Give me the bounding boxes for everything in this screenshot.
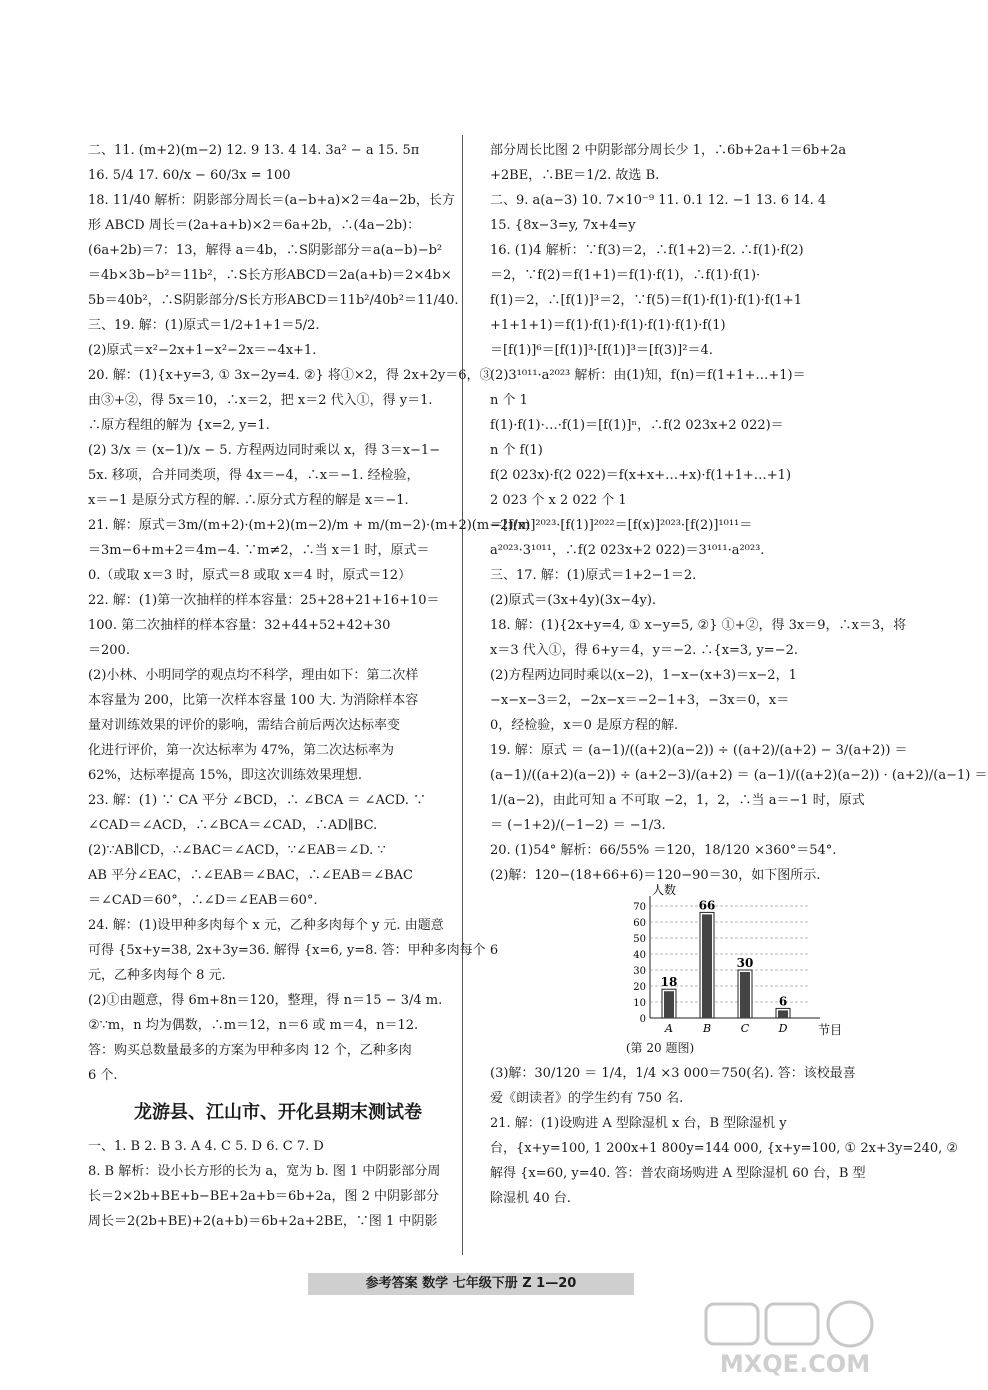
left-line: ＝3m−6+m+2＝4m−4. ∵m≠2，∴当 x＝1 时，原式＝ bbox=[88, 543, 430, 558]
right2-line: 21. 解：(1)设购进 A 型除湿机 x 台，B 型除湿机 y bbox=[490, 1116, 787, 1131]
y-tick-label: 30 bbox=[633, 966, 646, 977]
left-line: x＝−1 是原分式方程的解. ∴原分式方程的解是 x＝−1. bbox=[88, 493, 409, 508]
right-answers-2 bbox=[490, 1061, 959, 1211]
right-line: ＝ (−1+2)/(−1−2) ＝ −1/3. bbox=[490, 818, 666, 833]
right-line: 15. {8x−3=y, 7x+4=y bbox=[490, 218, 636, 233]
left-line: 二、11. (m+2)(m−2) 12. 9 13. 4 14. 3a² − a 15. 5π bbox=[88, 143, 420, 158]
right-line: 18. 解：(1){2x+y=4, ① x−y=5, ②} ①+②，得 3x＝9，∴x＝3，将 bbox=[490, 618, 907, 633]
x-axis-label: 节目 bbox=[818, 1023, 843, 1037]
right-line: (2)解：120−(18+66+6)＝120−90＝30，如下图所示. bbox=[490, 868, 821, 883]
svg-text:MXQE.COM: MXQE.COM bbox=[719, 1350, 871, 1378]
right-line: f(1)＝2，∴[f(1)]³＝2，∵f(5)＝f(1)·f(1)·f(1)·f(1+1 bbox=[490, 293, 802, 308]
left-line: 100. 第二次抽样的样本容量：32+44+52+42+30 bbox=[88, 618, 391, 633]
y-tick-label: 70 bbox=[633, 902, 646, 913]
right-line: −x−x−3＝2，−2x−x＝−2−1+3，−3x＝0，x＝ bbox=[490, 693, 790, 708]
bar-fill bbox=[664, 991, 674, 1018]
y-tick-label: 0 bbox=[639, 1014, 646, 1025]
right-line: a²⁰²³·3¹⁰¹¹，∴f(2 023x+2 022)＝3¹⁰¹¹·a²⁰²³. bbox=[490, 543, 765, 558]
right-line: (2)原式＝(3x+4y)(3x−4y). bbox=[490, 593, 657, 608]
x-tick-label: C bbox=[740, 1022, 750, 1035]
left-line: 0.（或取 x＝3 时，原式＝8 或取 x＝4 时，原式＝12） bbox=[88, 568, 412, 583]
right-line: 二、9. a(a−3) 10. 7×10⁻⁹ 11. 0.1 12. −1 13. 6 14. 4 bbox=[490, 193, 827, 208]
right-line: 20. (1)54° 解析：66/55% ＝120，18/120 ×360°＝54°. bbox=[490, 843, 837, 858]
left-line: (2)小林、小明同学的观点均不科学，理由如下：第二次样 bbox=[88, 668, 419, 683]
chart-caption: (第 20 题图) bbox=[625, 1041, 695, 1055]
left-line: (2)原式＝x²−2x+1−x²−2x＝−4x+1. bbox=[88, 343, 317, 358]
bar-chart-svg bbox=[616, 883, 866, 1037]
left-line: ②∵m，n 均为偶数，∴m＝12，n＝6 或 m＝4，n＝12. bbox=[88, 1018, 419, 1033]
left-line: 5b＝40b²，∴S阴影部分/S长方形ABCD＝11b²/40b²＝11/40. bbox=[88, 293, 459, 308]
right-line: (a−1)/((a+2)(a−2)) ÷ (a+2−3)/(a+2) ＝ (a−1)/((a+2)(a−2)) · (a+2)/(a−1) ＝ bbox=[490, 768, 988, 783]
left-line: 答：购买总数量最多的方案为甲种多肉 12 个，乙种多肉 bbox=[88, 1043, 412, 1058]
left-line: 量对训练效果的评价的影响，需结合前后两次达标率变 bbox=[88, 718, 401, 733]
right-answers bbox=[490, 138, 988, 888]
left-line: (6a+2b)＝7：13，解得 a＝4b，∴S阴影部分＝a(a−b)−b² bbox=[88, 243, 443, 258]
left-line: 22. 解：(1)第一次抽样的样本容量：25+28+21+16+10＝ bbox=[88, 593, 440, 608]
x-tick-label: B bbox=[702, 1022, 712, 1035]
left-line: (2)①由题意，得 6m+8n＝120，整理，得 n＝15 − 3/4 m. bbox=[88, 993, 443, 1008]
right-line: ＝[f(x)]²⁰²³·[f(1)]²⁰²²＝[f(x)]²⁰²³·[f(2)]¹⁰¹¹＝ bbox=[490, 518, 753, 533]
right-line: 部分周长比图 2 中阴影部分周长少 1，∴6b+2a+1＝6b+2a bbox=[490, 143, 847, 158]
right-line: 三、17. 解：(1)原式＝1+2−1＝2. bbox=[490, 568, 697, 583]
y-tick-label: 60 bbox=[633, 918, 646, 929]
right-line: (2)3¹⁰¹¹·a²⁰²³ 解析：由(1)知，f(n)＝f(1+1+…+1)＝ bbox=[490, 368, 806, 383]
left-line: 由③+②，得 5x＝10，∴x＝2，把 x＝2 代入①，得 y＝1. bbox=[88, 393, 433, 408]
right-line: (2)方程两边同时乘以(x−2)，1−x−(x+3)＝x−2，1 bbox=[490, 668, 797, 683]
right-line: +1+1+1)＝f(1)·f(1)·f(1)·f(1)·f(1)·f(1) bbox=[490, 318, 726, 333]
page-footer: 参考答案 数学 七年级下册 Z 1—20 bbox=[308, 1273, 634, 1295]
left2-line: 长＝2×2b+BE+b−BE+2a+b＝6b+2a，图 2 中阴影部分 bbox=[88, 1189, 440, 1204]
right-line: 16. (1)4 解析：∵f(3)＝2，∴f(1+2)＝2. ∴f(1)·f(2) bbox=[490, 243, 804, 258]
right-line: +2BE，∴BE＝1/2. 故选 B. bbox=[490, 168, 660, 183]
bar-value-label: 30 bbox=[736, 956, 754, 970]
left-line: 6 个. bbox=[88, 1068, 118, 1083]
right-line: f(2 023x)·f(2 022)＝f(x+x+…+x)·f(1+1+…+1) bbox=[490, 468, 792, 483]
y-tick-label: 10 bbox=[633, 998, 646, 1009]
left-line: 18. 11/40 解析：阴影部分周长＝(a−b+a)×2＝4a−2b，长方 bbox=[88, 193, 455, 208]
x-tick-label: D bbox=[778, 1022, 788, 1035]
right-line: 0，经检验，x＝0 是原方程的解. bbox=[490, 718, 679, 733]
left-line: (2)∵AB∥CD，∴∠BAC＝∠ACD，∵∠EAB＝∠D. ∵ bbox=[88, 843, 386, 858]
bar-chart bbox=[616, 883, 866, 1037]
right-line: n 个 f(1) bbox=[490, 443, 543, 458]
y-tick-label: 20 bbox=[633, 982, 646, 993]
y-tick-label: 50 bbox=[633, 934, 646, 945]
bar-value-label: 18 bbox=[660, 975, 678, 990]
left-line: 21. 解：原式＝3m/(m+2)·(m+2)(m−2)/m + m/(m−2)·(m+2)(m−2)/m bbox=[88, 518, 531, 533]
left-line: 可得 {5x+y=38, 2x+3y=36. 解得 {x=6, y=8. 答：甲种多肉每个 6 bbox=[88, 943, 499, 958]
left-line: 元，乙种多肉每个 8 元. bbox=[88, 968, 226, 983]
right-line: f(1)·f(1)·…·f(1)＝[f(1)]ⁿ，∴f(2 023x+2 022)＝ bbox=[490, 418, 784, 433]
left-line: 5x. 移项，合并同类项，得 4x＝−4，∴x＝−1. 经检验， bbox=[88, 468, 420, 483]
bar-value-label: 6 bbox=[778, 994, 788, 1009]
left-line: ∴原方程组的解为 {x=2, y=1. bbox=[88, 418, 270, 433]
watermark-logo bbox=[700, 1300, 890, 1380]
left-line: 三、19. 解：(1)原式＝1/2+1+1＝5/2. bbox=[88, 318, 320, 333]
right2-line: 解得 {x=60, y=40. 答：普农商场购进 A 型除湿机 60 台，B 型 bbox=[490, 1166, 866, 1181]
x-tick-label: A bbox=[665, 1022, 673, 1035]
right-line: ＝[f(1)]⁶＝[f(1)]³·[f(1)]³＝[f(3)]²＝4. bbox=[490, 343, 713, 358]
bar-fill bbox=[702, 914, 712, 1018]
left2-line: 一、1. B 2. B 3. A 4. C 5. D 6. C 7. D bbox=[88, 1139, 324, 1154]
right-line: 1/(a−2)，由此可知 a 不可取 −2，1，2，∴当 a＝−1 时，原式 bbox=[490, 793, 865, 808]
left2-line: 8. B 解析：设小长方形的长为 a，宽为 b. 图 1 中阴影部分周 bbox=[88, 1164, 441, 1179]
right2-line: (3)解：30/120 ＝ 1/4，1/4 ×3 000＝750(名). 答：该校最喜 bbox=[490, 1066, 856, 1081]
left-line: 62%，达标率提高 15%，即这次训练效果理想. bbox=[88, 768, 363, 783]
y-axis-label: 人数 bbox=[652, 883, 677, 897]
left-answers-2 bbox=[88, 1134, 468, 1234]
left-line: 20. 解：(1){x+y=3, ① 3x−2y=4. ②} 将①×2，得 2x+2y＝6，③ bbox=[88, 368, 493, 383]
right-line: 19. 解：原式 ＝ (a−1)/((a+2)(a−2)) ÷ ((a+2)/(a+2) − 3/(a+2)) ＝ bbox=[490, 743, 908, 758]
left-line: ＝200. bbox=[88, 643, 130, 658]
left-line: ＝∠CAD＝60°，∴∠D＝∠EAB＝60°. bbox=[88, 893, 318, 908]
left-line: 本容量为 200，比第一次样本容量 100 大. 为消除样本容 bbox=[88, 693, 419, 708]
left-line: 形 ABCD 周长＝(2a+a+b)×2＝6a+2b，∴(4a−2b)： bbox=[88, 218, 421, 233]
y-tick-label: 40 bbox=[633, 950, 646, 961]
left-line: AB 平分∠EAC，∴∠EAB＝∠BAC，∴∠EAB＝∠BAC bbox=[88, 868, 414, 883]
right-line: ＝2，∵f(2)＝f(1+1)＝f(1)·f(1)，∴f(1)·f(1)· bbox=[490, 268, 761, 283]
section-title: 龙游县、江山市、开化县期末测试卷 bbox=[134, 1102, 422, 1123]
bar-fill bbox=[740, 972, 750, 1018]
right-column bbox=[490, 138, 988, 1211]
left-line: 24. 解：(1)设甲种多肉每个 x 元，乙种多肉每个 y 元. 由题意 bbox=[88, 918, 444, 933]
left2-line: 周长＝2(2b+BE)+2(a+b)＝6b+2a+2BE，∵图 1 中阴影 bbox=[88, 1214, 438, 1229]
left-line: 16. 5/4 17. 60/x − 60/3x = 100 bbox=[88, 168, 291, 183]
left-line: 化进行评价，第一次达标率为 47%，第二次达标率为 bbox=[88, 743, 395, 758]
right-line: n 个 1 bbox=[490, 393, 528, 408]
left-line: ＝4b×3b−b²＝11b²，∴S长方形ABCD＝2a(a+b)＝2×4b× bbox=[88, 268, 452, 283]
right-line: 2 023 个 x 2 022 个 1 bbox=[490, 493, 627, 508]
bar-value-label: 66 bbox=[698, 898, 716, 913]
bar-fill bbox=[778, 1010, 788, 1018]
left-line: 23. 解：(1) ∵ CA 平分 ∠BCD，∴ ∠BCA ＝ ∠ACD. ∵ bbox=[88, 793, 427, 808]
right-line: x＝3 代入①，得 6+y＝4，y＝−2. ∴{x=3, y=−2. bbox=[490, 643, 798, 658]
right2-line: 台，{x+y=100, 1 200x+1 800y=144 000, {x+y=100, ① 2x+3y=240, ② bbox=[490, 1141, 959, 1156]
right2-line: 爱《朗读者》的学生约有 750 名. bbox=[490, 1091, 684, 1106]
left-line: ∠CAD＝∠ACD，∴∠BCA＝∠CAD，∴AD∥BC. bbox=[88, 818, 378, 833]
right2-line: 除湿机 40 台. bbox=[490, 1191, 571, 1206]
left-line: (2) 3/x ＝ (x−1)/x − 5. 方程两边同时乘以 x，得 3＝x−1− bbox=[88, 443, 441, 458]
